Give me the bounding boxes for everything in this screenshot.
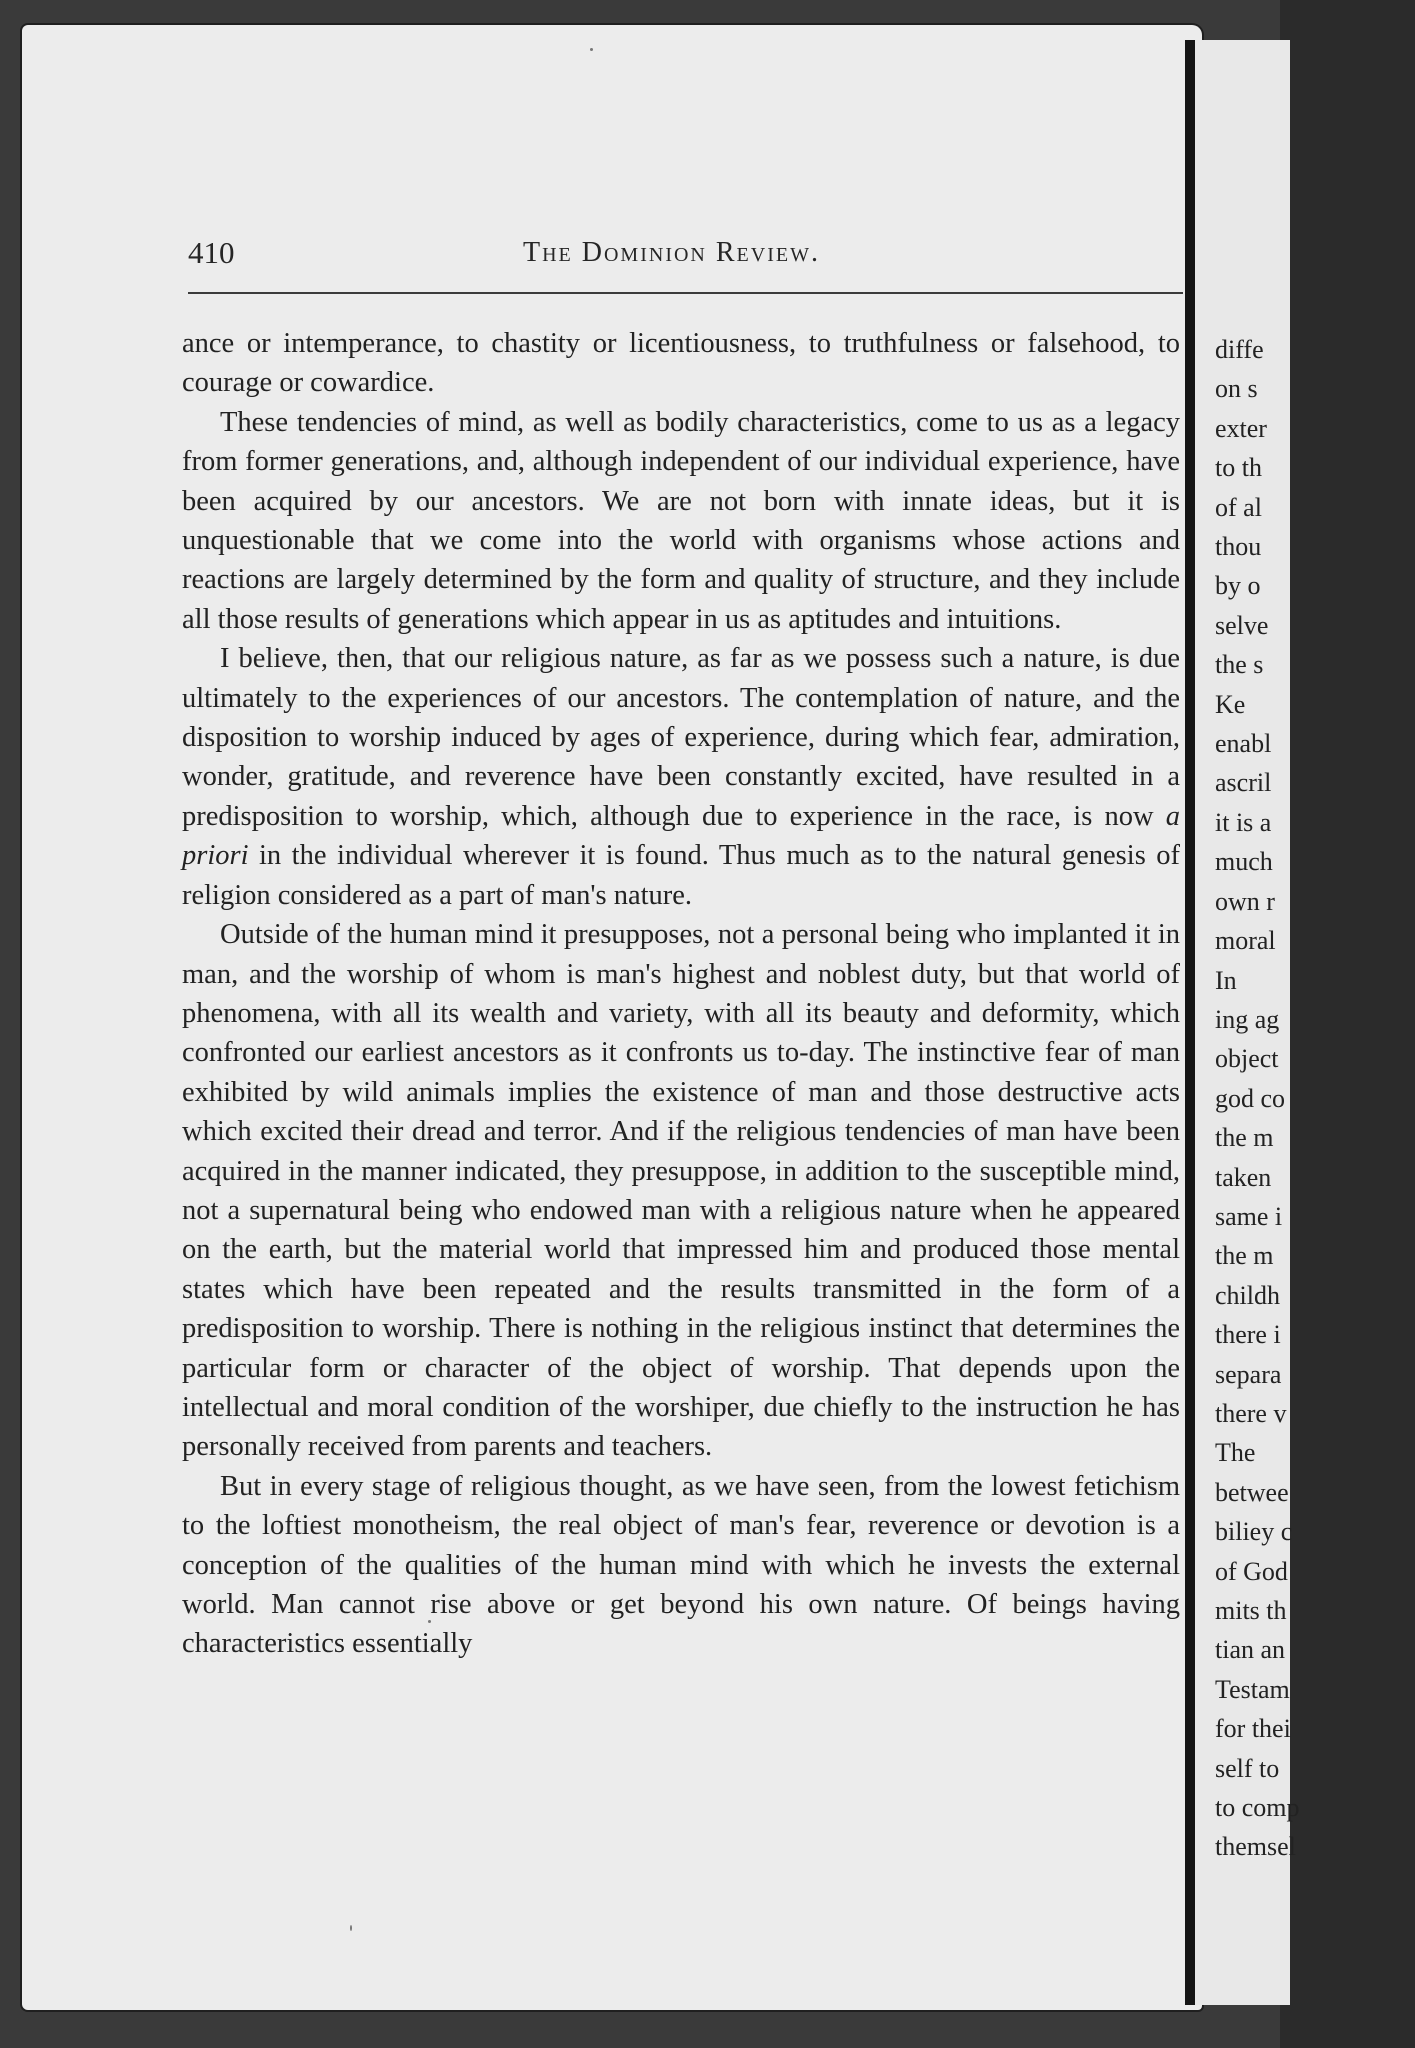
paragraph-text: in the individual wherever it is found. Thus much as to the natural genesis of religion considered as a part of man's nature. [182,840,1180,911]
facing-page-line: object [1215,1044,1279,1074]
facing-page-line: tian an [1215,1635,1286,1665]
body-text [182,324,1180,1664]
facing-page-line: same i [1215,1201,1283,1231]
facing-page-line: it is a [1215,807,1272,837]
paragraph: ance or intemperance, to chastity or licentiousness, to truthfulness or falsehood, to courage or cowardice. [182,328,1180,399]
running-title: The Dominion Review. [523,237,820,268]
facing-page-line: much [1215,847,1273,877]
facing-page-line: The [1215,1438,1256,1468]
facing-page-line: Ke [1215,689,1246,719]
facing-page-line: ascril [1215,768,1272,798]
paragraph [182,639,1180,915]
facing-page-line: of al [1215,492,1262,522]
facing-page-line: In [1215,965,1237,995]
facing-page-line: exter [1215,413,1267,443]
facing-page-line: of God [1215,1556,1288,1586]
facing-page-line: there v [1215,1398,1287,1428]
facing-page-line: selve [1215,610,1269,640]
facing-page-line: ing ag [1215,1004,1280,1034]
facing-page-line: the m [1215,1123,1274,1153]
facing-page-line: the m [1215,1241,1274,1271]
paragraph: These tendencies of mind, as well as bodily characteristics, come to us as a legacy from former generations, and, although independent of our individual experience, have been acquired by our ancestors. We are not born with innate ideas, but it is unquestionable that we come into the world with organisms whose actions and reactions are largely determined by the form and quality of structure, and they include all those results of generations which appear in us as aptitudes and intuitions. [182,406,1180,635]
paragraph: Outside of the human mind it presupposes, not a personal being who implanted it in man, and the worship of whom is man's highest and noblest duty, but that world of phenomena, with all its wealth and variety, with all its beauty and deformity, which confronted our earliest ancestors as it confronts us to-day. The instinctive fear of man exhibited by wild animals implies the existence of man and those destructive acts which excited their dread and terror. And if the religious tendencies of man have been acquired in the manner indicated, they presuppose, in addition to the susceptible mind, not a supernatural being who endowed man with a religious nature when he appeared on the earth, but the material world that impressed him and produced those mental states which have been repeated and the results transmitted in the form of a predisposition to worship. There is nothing in the religious instinct that determines the particular form or character of the object of worship. That depends upon the intellectual and moral condition of the worshiper, due chiefly to the instruction he has personally received from parents and teachers. [182,919,1180,1463]
facing-page-line: betwee [1215,1477,1289,1507]
facing-page-line: Testam [1215,1674,1290,1704]
facing-page-line: there i [1215,1320,1281,1350]
facing-page-line: mits th [1215,1596,1287,1625]
facing-page-line: taken [1215,1162,1272,1192]
scan-speck [350,1925,352,1931]
facing-page-line: god co [1215,1083,1286,1113]
page-number: 410 [188,235,235,270]
scan-speck [428,1620,431,1623]
facing-page-line: by o [1215,571,1261,601]
scan-speck [590,48,593,51]
facing-page-line: self to [1215,1753,1280,1783]
facing-page-line: themsel [1215,1832,1296,1862]
paragraph: But in every stage of religious thought, as we have seen, from the lowest fetichism to the loftiest monotheism, the real object of man's fear, reverence or devotion is a conception of the qualities of the human mind with which he invests the external world. Man cannot rise above or get beyond his own nature. Of beings having characteristics essentially [182,1470,1180,1660]
facing-page-line: for thei [1215,1714,1291,1744]
facing-page-text [1215,330,1415,1867]
facing-page-line: separa [1215,1359,1282,1389]
paragraph-text: I believe, then, that our religious nature, as far as we possess such a nature, is due ultimately to the experiences of our ancestors. The contemplation of nature, and the disposition to worship induced by ages of experience, during which fear, admiration, wonder, gratitude, and reverence have been constantly excited, have resulted in a predisposition to worship, which, although due to experience in the race, is now [182,643,1180,832]
facing-page-line: the s [1215,650,1264,680]
header-rule [188,292,1183,294]
facing-page-line: to comp [1215,1793,1300,1823]
facing-page-line: on s [1215,374,1258,404]
facing-page-line: enabl [1215,729,1272,759]
facing-page-line: childh [1215,1280,1280,1310]
facing-page-line: moral [1215,926,1276,956]
facing-page-line: biliey c [1215,1517,1293,1547]
facing-page-line: diffe [1215,335,1264,364]
facing-page-line: thou [1215,532,1262,562]
italic-phrase: a priori [182,800,1181,872]
facing-page-line: to th [1215,453,1262,483]
page-header [188,235,1178,275]
facing-page-line: own r [1215,886,1275,916]
